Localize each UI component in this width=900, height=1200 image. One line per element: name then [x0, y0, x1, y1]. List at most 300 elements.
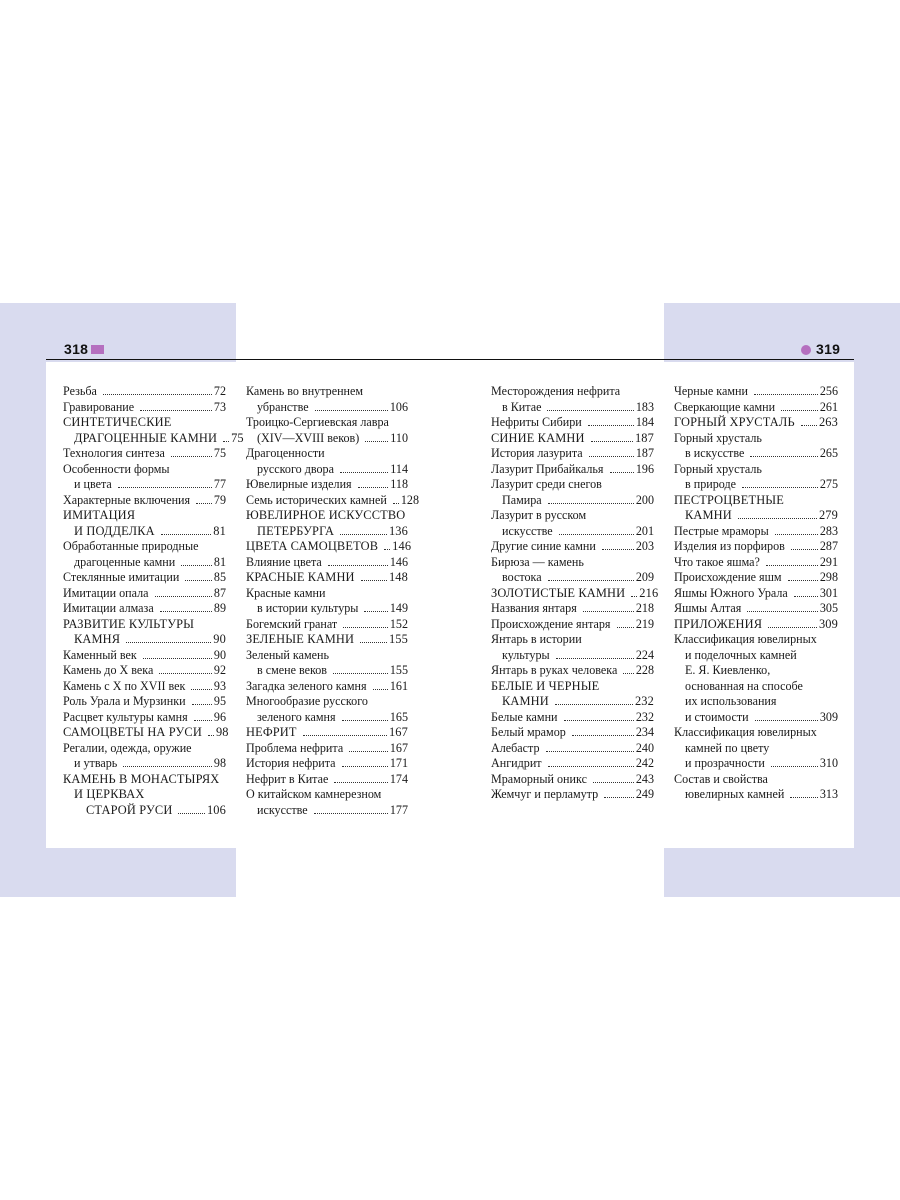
toc-entry	[491, 431, 654, 447]
toc-entry-title: Янтарь в истории	[491, 632, 582, 646]
toc-entry-page: 146	[392, 539, 412, 553]
toc-entry-page: 118	[390, 477, 408, 491]
toc-entry-page: 261	[819, 399, 838, 414]
toc-entry-title: Богемский гранат	[246, 616, 338, 631]
toc-entry-page: 77	[213, 477, 226, 491]
toc-entry-title: Резьба	[63, 384, 97, 398]
toc-entry	[674, 555, 838, 571]
toc-entry-page: 98	[213, 756, 226, 770]
toc-entry-page: 219	[635, 616, 654, 631]
toc-entry-page: 171	[389, 756, 408, 770]
toc-entry-page: 196	[635, 461, 654, 476]
toc-entry-leader	[589, 456, 634, 457]
toc-entry-title: Лазурит в русском	[491, 508, 587, 522]
toc-entry-title: Памира	[502, 492, 542, 507]
toc-entry	[674, 741, 838, 757]
toc-entry	[674, 787, 838, 803]
toc-entry-title: О китайском камнерезном	[246, 787, 382, 801]
toc-entry	[246, 648, 408, 664]
toc-entry-title: Роль Урала и Мурзинки	[63, 694, 186, 708]
toc-entry	[674, 415, 838, 431]
toc-entry	[63, 710, 226, 726]
right-header-rule	[450, 359, 854, 360]
left-page-square-icon	[91, 345, 104, 354]
toc-entry-title: Алебастр	[491, 740, 540, 755]
toc-entry	[246, 756, 408, 772]
toc-entry-leader	[161, 534, 212, 535]
toc-entry-title: И ПОДДЕЛКА	[74, 523, 155, 538]
toc-entry-title: (XIV—XVIII веков)	[257, 430, 360, 445]
toc-entry-leader	[314, 813, 388, 814]
toc-entry-leader	[766, 565, 818, 566]
toc-entry	[491, 585, 659, 602]
toc-entry-title: Ювелирные изделия	[246, 477, 352, 491]
toc-entry-leader	[315, 410, 388, 411]
toc-entry-page: 232	[635, 709, 654, 724]
toc-entry-title: ПЕСТРОЦВЕТНЫЕ	[674, 492, 784, 507]
toc-entry	[491, 694, 654, 710]
toc-entry	[63, 694, 226, 710]
toc-entry-leader	[349, 751, 388, 752]
toc-entry	[246, 446, 408, 462]
toc-entry	[63, 601, 226, 617]
toc-entry	[63, 415, 226, 431]
toc-entry	[246, 787, 408, 803]
toc-entry-leader	[604, 797, 634, 798]
toc-entry	[246, 492, 420, 509]
toc-entry	[491, 725, 654, 741]
toc-entry-title: Обработанные природные	[63, 539, 199, 553]
toc-entry-leader	[617, 627, 634, 628]
toc-column-3	[491, 384, 659, 803]
toc-entry-title: Другие синие камни	[491, 539, 596, 553]
toc-entry	[246, 694, 408, 710]
toc-entry-title: ЗОЛОТИСТЫЕ КАМНИ	[491, 585, 626, 600]
toc-entry-leader	[143, 658, 212, 659]
toc-entry-page: 234	[635, 725, 654, 739]
toc-entry-leader	[364, 611, 387, 612]
toc-entry-title: Горный хрусталь	[674, 461, 762, 476]
toc-entry	[63, 617, 226, 633]
toc-entry-page: 136	[388, 523, 408, 538]
toc-entry	[491, 477, 654, 493]
toc-entry	[674, 586, 838, 602]
toc-entry-leader	[768, 627, 817, 628]
toc-entry	[246, 384, 408, 400]
toc-entry-page: 98	[215, 725, 229, 739]
toc-entry-title: КРАСНЫЕ КАМНИ	[246, 570, 355, 584]
toc-entry	[63, 384, 226, 400]
toc-entry-page: 310	[819, 756, 838, 770]
toc-entry-title: Камень до X века	[63, 663, 154, 677]
toc-entry-title: Сверкающие камни	[674, 399, 776, 414]
toc-entry-title: культуры	[502, 647, 550, 662]
toc-entry	[674, 462, 838, 478]
toc-entry-title: История нефрита	[246, 756, 336, 770]
toc-entry	[674, 694, 838, 710]
toc-entry-title: НЕФРИТ	[246, 725, 297, 739]
toc-entry-leader	[194, 720, 212, 721]
toc-entry-page: 209	[635, 570, 654, 584]
toc-entry-title: в Китае	[502, 399, 542, 414]
toc-entry	[246, 741, 408, 757]
toc-entry-page: 279	[818, 508, 838, 522]
toc-column-1	[63, 384, 244, 818]
toc-entry-leader	[196, 503, 212, 504]
toc-entry-title: ЮВЕЛИРНОЕ ИСКУССТВО	[246, 508, 406, 522]
toc-entry	[491, 400, 654, 416]
toc-entry-leader	[631, 596, 637, 597]
toc-entry	[246, 477, 408, 493]
toc-entry-title: и утварь	[74, 756, 118, 770]
toc-entry-title: Характерные включения	[63, 492, 191, 507]
toc-entry-title: Яшмы Алтая	[674, 601, 742, 615]
toc-entry	[491, 493, 654, 509]
toc-entry	[674, 431, 838, 447]
toc-entry-title: Расцвет культуры камня	[63, 709, 188, 724]
toc-entry-title: драгоценные камни	[74, 554, 176, 569]
toc-entry-title: и цвета	[74, 477, 112, 491]
toc-entry-page: 92	[213, 663, 226, 677]
toc-entry	[63, 803, 226, 819]
toc-entry	[491, 617, 654, 633]
toc-entry-title: русского двора	[257, 461, 334, 476]
toc-entry-title: Ангидрит	[491, 756, 542, 770]
toc-entry-page: 265	[819, 446, 838, 460]
toc-entry-leader	[126, 642, 211, 643]
toc-entry-page: 95	[213, 694, 226, 708]
toc-entry	[674, 570, 838, 586]
toc-entry-title: камней по цвету	[685, 740, 770, 755]
toc-entry-title: Янтарь в руках человека	[491, 663, 618, 677]
toc-entry-page: 275	[819, 477, 838, 491]
toc-entry-title: ПЕТЕРБУРГА	[257, 523, 335, 538]
toc-entry-leader	[342, 766, 388, 767]
toc-entry-page: 75	[231, 430, 244, 445]
toc-entry-title: и прозрачности	[685, 756, 765, 770]
toc-entry-leader	[103, 394, 212, 395]
toc-entry-title: Лазурит среди снегов	[491, 477, 602, 491]
toc-entry-leader	[750, 456, 818, 457]
toc-entry-title: ПРИЛОЖЕНИЯ	[674, 616, 763, 631]
toc-entry-leader	[181, 565, 212, 566]
toc-entry-title: Имитации алмаза	[63, 601, 154, 615]
toc-entry-title: Яшмы Южного Урала	[674, 585, 788, 600]
toc-entry-leader	[588, 425, 634, 426]
toc-entry-title: искусстве	[502, 523, 553, 538]
toc-entry-leader	[602, 549, 634, 550]
toc-entry	[674, 679, 838, 695]
toc-entry-page: 155	[389, 663, 408, 677]
toc-entry-title: Происхождение янтаря	[491, 616, 611, 631]
toc-entry-leader	[333, 673, 388, 674]
toc-entry-page: 110	[390, 430, 408, 445]
toc-entry	[674, 400, 838, 416]
toc-entry-leader	[791, 549, 818, 550]
toc-entry-leader	[794, 596, 818, 597]
toc-entry	[63, 508, 226, 524]
toc-entry-page: 309	[819, 709, 838, 724]
toc-entry	[246, 710, 408, 726]
toc-entry-title: и поделочных камней	[685, 647, 797, 662]
toc-entry-title: Белый мрамор	[491, 725, 566, 739]
toc-entry-page: 155	[388, 632, 408, 646]
toc-entry-leader	[358, 487, 389, 488]
toc-entry	[491, 446, 654, 462]
toc-entry	[674, 508, 838, 524]
toc-entry-leader	[360, 642, 387, 643]
toc-entry-title: КАМНИ	[685, 508, 732, 522]
toc-entry	[63, 555, 226, 571]
toc-entry-leader	[623, 673, 634, 674]
toc-entry-title: Технология синтеза	[63, 446, 165, 460]
toc-entry-leader	[559, 534, 634, 535]
toc-entry	[63, 756, 226, 772]
toc-entry-leader	[140, 410, 212, 411]
toc-entry-title: в природе	[685, 477, 736, 491]
toc-entry-title: РАЗВИТИЕ КУЛЬТУРЫ	[63, 616, 195, 631]
toc-entry-page: 89	[213, 601, 226, 615]
toc-entry-title: КАМНИ	[502, 694, 549, 708]
toc-entry-title: Мраморный оникс	[491, 771, 587, 786]
toc-entry	[674, 756, 838, 772]
toc-entry-page: 283	[819, 523, 838, 538]
toc-entry-page: 167	[388, 725, 408, 739]
toc-entry-title: Классификация ювелирных	[674, 725, 817, 739]
toc-entry-title: СИНТЕТИЧЕСКИЕ	[63, 415, 172, 429]
toc-entry-page: 96	[213, 709, 226, 724]
toc-entry	[63, 725, 229, 741]
toc-column-2	[246, 384, 420, 818]
toc-entry-page: 224	[635, 647, 654, 662]
toc-entry-page: 218	[635, 601, 654, 615]
toc-entry-page: 309	[818, 616, 838, 631]
toc-entry	[491, 756, 654, 772]
toc-entry-page: 201	[635, 523, 654, 538]
toc-entry	[491, 508, 654, 524]
toc-entry-title: Драгоценности	[246, 446, 325, 460]
toc-entry	[246, 772, 408, 788]
toc-entry-page: 165	[389, 709, 408, 724]
toc-entry-title: Изделия из порфиров	[674, 539, 785, 553]
toc-entry-leader	[548, 766, 634, 767]
toc-entry-title: Семь исторических камней	[246, 492, 387, 507]
toc-entry	[63, 772, 226, 788]
toc-entry-title: СТАРОЙ РУСИ	[86, 802, 173, 817]
toc-entry-leader	[340, 534, 387, 535]
toc-entry-title: в искусстве	[685, 446, 745, 460]
toc-entry-title: ГОРНЫЙ ХРУСТАЛЬ	[674, 415, 795, 429]
toc-entry	[491, 663, 654, 679]
toc-entry-leader	[572, 735, 634, 736]
toc-entry	[491, 524, 654, 540]
toc-entry	[491, 741, 654, 757]
toc-entry	[63, 741, 226, 757]
toc-entry-page: 242	[635, 756, 654, 770]
toc-entry-page: 73	[213, 399, 226, 414]
toc-entry-leader	[547, 410, 633, 411]
toc-entry-leader	[361, 580, 387, 581]
toc-entry-page: 187	[634, 430, 654, 445]
toc-entry-leader	[155, 596, 212, 597]
toc-entry	[246, 663, 408, 679]
toc-entry-page: 183	[635, 399, 654, 414]
toc-entry	[246, 803, 408, 819]
toc-entry-leader	[790, 797, 818, 798]
toc-entry-title: Красные камни	[246, 585, 326, 600]
toc-entry	[63, 632, 226, 648]
toc-entry-leader	[334, 782, 388, 783]
toc-entry	[674, 601, 838, 617]
toc-entry-leader	[747, 611, 818, 612]
toc-entry	[491, 462, 654, 478]
toc-entry-title: в истории культуры	[257, 601, 359, 615]
toc-entry-page: 291	[819, 554, 838, 569]
toc-entry-leader	[342, 720, 388, 721]
toc-entry	[491, 415, 654, 431]
toc-entry-leader	[373, 689, 388, 690]
toc-entry	[491, 539, 654, 555]
toc-entry-page: 184	[635, 415, 654, 429]
toc-entry-page: 263	[818, 415, 838, 429]
toc-entry-leader	[192, 704, 212, 705]
toc-entry-leader	[738, 518, 817, 519]
toc-entry-title: И ЦЕРКВАХ	[74, 787, 145, 801]
toc-entry-page: 81	[213, 523, 226, 538]
toc-entry-title: Белые камни	[491, 709, 558, 724]
toc-entry-title: САМОЦВЕТЫ НА РУСИ	[63, 725, 202, 739]
toc-entry-leader	[171, 456, 212, 457]
toc-entry-leader	[365, 441, 388, 442]
toc-entry	[674, 539, 838, 555]
toc-entry-title: Камень с X по XVII век	[63, 678, 186, 693]
toc-entry-page: 203	[635, 539, 654, 553]
toc-entry-leader	[178, 813, 205, 814]
toc-column-4	[674, 384, 838, 803]
toc-entry-page: 232	[634, 694, 654, 708]
toc-entry	[63, 400, 226, 416]
toc-entry	[246, 555, 408, 571]
toc-entry-leader	[118, 487, 212, 488]
toc-entry-page: 85	[213, 570, 226, 584]
toc-entry-leader	[555, 704, 633, 705]
right-page-number: 319	[816, 341, 841, 357]
toc-entry-title: Горный хрусталь	[674, 430, 762, 445]
toc-entry-title: убранстве	[257, 399, 309, 414]
toc-entry-leader	[583, 611, 634, 612]
toc-entry-leader	[591, 441, 633, 442]
toc-entry-leader	[328, 565, 388, 566]
toc-entry-title: востока	[502, 570, 542, 584]
toc-entry-leader	[775, 534, 818, 535]
toc-entry-title: Бирюза — камень	[491, 554, 584, 569]
toc-entry-leader	[781, 410, 818, 411]
toc-entry	[674, 663, 838, 679]
toc-entry-page: 146	[389, 554, 408, 569]
toc-entry-page: 106	[389, 399, 408, 414]
toc-entry	[246, 539, 412, 555]
toc-entry-page: 75	[213, 446, 226, 460]
toc-entry-leader	[548, 580, 634, 581]
toc-entry	[246, 601, 408, 617]
left-header-rule	[46, 359, 450, 360]
toc-entry	[63, 539, 226, 555]
toc-entry	[491, 570, 654, 586]
toc-entry	[674, 477, 838, 493]
toc-entry-title: ЗЕЛЕНЫЕ КАМНИ	[246, 632, 355, 646]
toc-entry-title: ЦВЕТА САМОЦВЕТОВ	[246, 539, 379, 553]
toc-entry-page: 200	[635, 492, 654, 507]
toc-entry-leader	[208, 735, 214, 736]
toc-entry	[491, 772, 654, 788]
toc-entry	[491, 555, 654, 571]
toc-entry-page: 187	[635, 446, 654, 460]
toc-entry-page: 72	[213, 384, 226, 398]
toc-entry-title: СИНИЕ КАМНИ	[491, 430, 585, 445]
toc-entry-title: Камень во внутреннем	[246, 384, 364, 398]
toc-entry	[674, 493, 838, 509]
toc-entry-leader	[303, 735, 387, 736]
toc-entry	[491, 601, 654, 617]
toc-entry-leader	[755, 720, 818, 721]
toc-entry-title: Месторождения нефрита	[491, 384, 621, 398]
toc-entry-title: Жемчуг и перламутр	[491, 787, 599, 801]
toc-entry-page: 256	[819, 384, 838, 398]
toc-entry-leader	[556, 658, 634, 659]
toc-entry-leader	[546, 751, 634, 752]
toc-entry-leader	[159, 673, 212, 674]
toc-entry	[246, 415, 408, 431]
toc-entry-page: 243	[635, 771, 654, 786]
toc-entry-page: 228	[635, 663, 654, 677]
toc-entry-page: 79	[213, 492, 226, 507]
toc-entry	[674, 617, 838, 633]
toc-entry-title: Нефриты Сибири	[491, 415, 582, 429]
toc-entry-leader	[384, 549, 390, 550]
toc-entry	[674, 710, 838, 726]
toc-entry-page: 149	[389, 601, 408, 615]
toc-entry	[674, 648, 838, 664]
toc-entry	[674, 524, 838, 540]
toc-entry	[63, 430, 244, 447]
toc-entry-page: 90	[213, 632, 226, 646]
toc-entry	[63, 586, 226, 602]
toc-entry-leader	[160, 611, 212, 612]
toc-entry-page: 240	[635, 740, 654, 755]
toc-entry-page: 177	[389, 802, 408, 817]
toc-entry-title: Регалии, одежда, оружие	[63, 740, 192, 755]
left-page-number: 318	[64, 341, 89, 357]
toc-entry-page: 128	[400, 492, 420, 507]
toc-entry-title: их использования	[685, 694, 777, 708]
toc-entry-title: Названия янтаря	[491, 601, 577, 615]
toc-entry-title: Каменный век	[63, 647, 137, 662]
toc-entry-title: Проблема нефрита	[246, 740, 344, 755]
toc-entry-page: 152	[389, 616, 408, 631]
toc-entry-leader	[564, 720, 634, 721]
toc-entry-page: 301	[819, 585, 838, 600]
toc-entry	[674, 632, 838, 648]
toc-entry	[491, 710, 654, 726]
toc-entry-title: Троицко-Сергиевская лавра	[246, 415, 389, 429]
toc-entry-page: 161	[389, 678, 408, 693]
toc-entry	[491, 679, 654, 695]
toc-entry-title: зеленого камня	[257, 709, 336, 724]
toc-entry-page: 148	[388, 570, 408, 584]
toc-entry	[674, 446, 838, 462]
toc-entry-title: Имитации опала	[63, 585, 149, 600]
toc-entry	[246, 431, 408, 447]
